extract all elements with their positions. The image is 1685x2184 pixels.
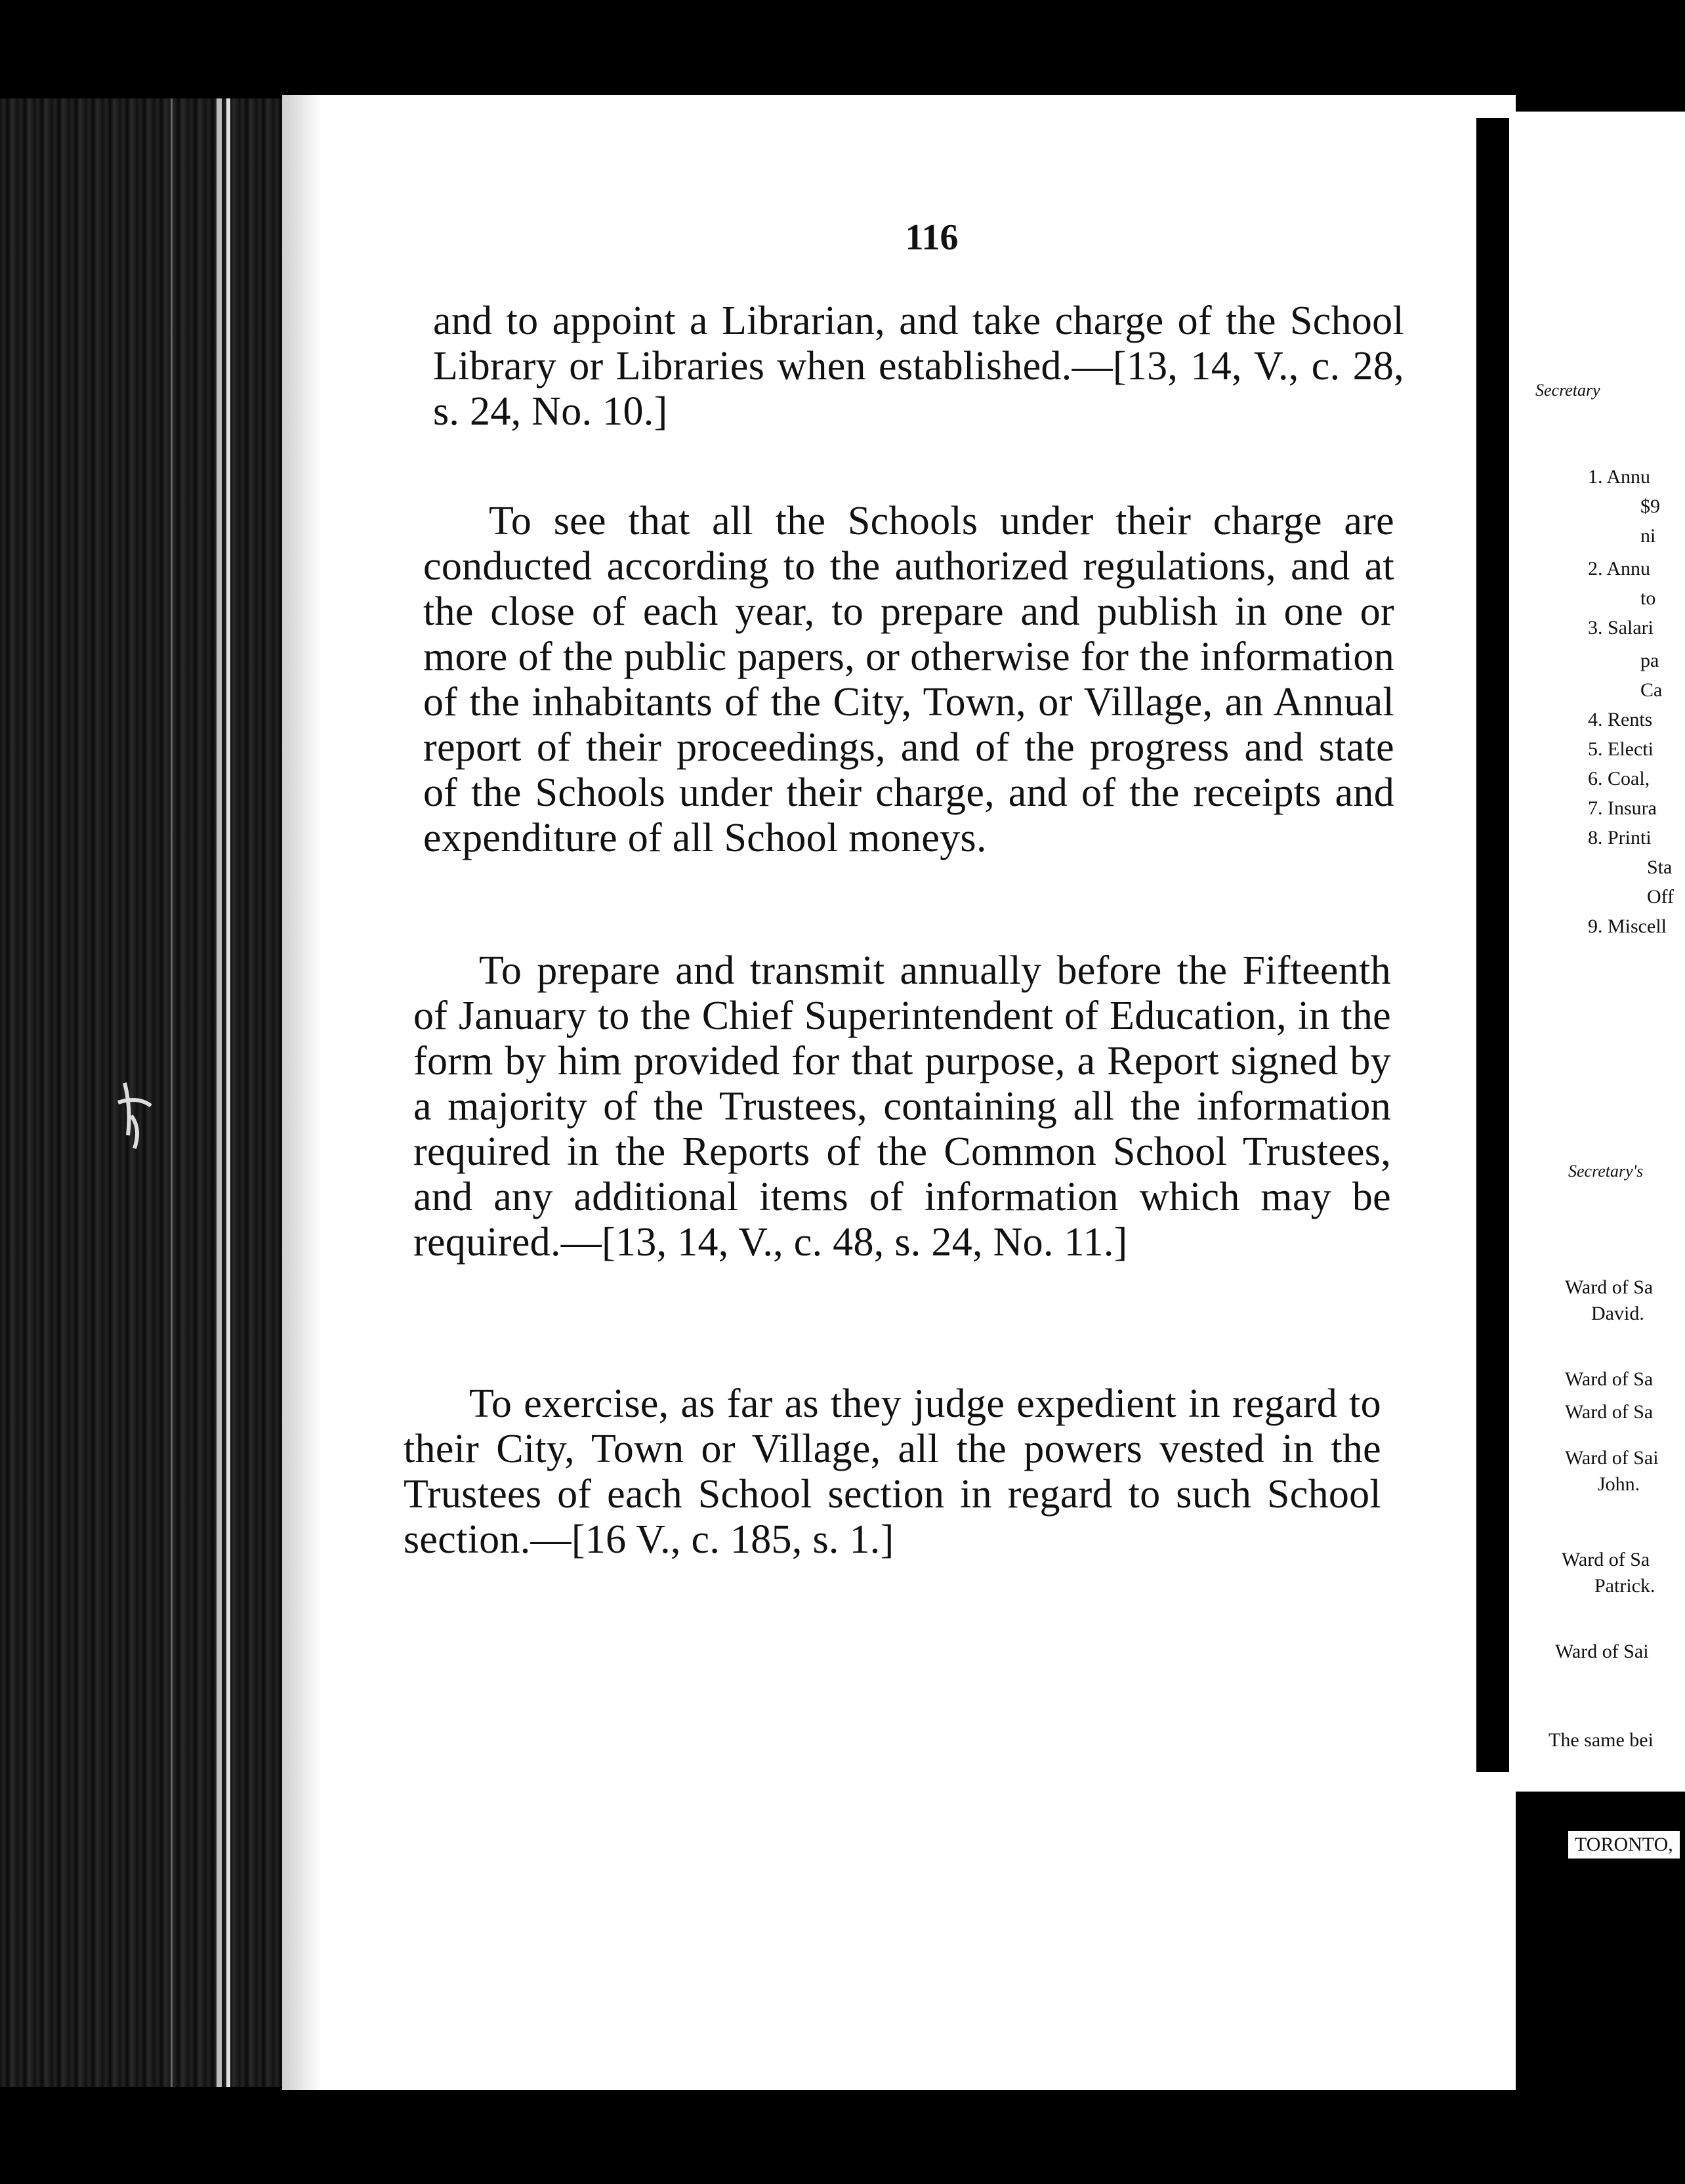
paragraph: and to appoint a Librarian, and take charge of the School Library or Libraries when established.—[13, 14, V., c. 28, s. 24, No. 10.]: [433, 299, 1404, 434]
facing-line: 4. Rents: [1588, 709, 1653, 730]
facing-line: Ward of Sa: [1565, 1368, 1654, 1390]
facing-footer: TORONTO,: [1568, 1831, 1680, 1858]
facing-line: Off: [1647, 886, 1675, 908]
page-number: 116: [905, 217, 959, 258]
facing-line: 3. Salari: [1588, 617, 1654, 639]
facing-line: to: [1640, 587, 1656, 609]
facing-line: pa: [1640, 650, 1659, 671]
facing-line: 7. Insura: [1588, 797, 1657, 819]
paragraph: To exercise, as far as they judge expedient in regard to their City, Town or Village, all the powers vested in the Trustees of each School section in regard to such School section.—[16 V., c. 185, s. 1.]: [404, 1381, 1381, 1562]
facing-line: Ward of Sai: [1555, 1641, 1649, 1662]
facing-line: Ward of Sa: [1565, 1401, 1654, 1423]
facing-line: 5. Electi: [1588, 738, 1654, 760]
facing-line: 8. Printi: [1588, 827, 1652, 849]
facing-page-gutter: [1476, 118, 1512, 1772]
facing-line: 2. Annu: [1588, 558, 1651, 579]
facing-line: Secretary: [1535, 381, 1600, 400]
facing-line: Secretary's: [1568, 1162, 1644, 1181]
facing-line: $9: [1640, 495, 1660, 517]
paragraph: To prepare and transmit annually before the Fifteenth of January to the Chief Superintendent of Education, in the form by him provided for that purpose, a Report signed by a majority of the Trustees, containing all the information required in the Reports of the Common School Trustees, and any additional items of information which may be required.—[13, 14, V., c. 48, s. 24, No. 11.]: [413, 948, 1391, 1265]
page-gutter-shadow: [282, 95, 322, 2090]
facing-line: Ca: [1640, 679, 1663, 701]
facing-line: David.: [1591, 1303, 1644, 1324]
facing-line: ni: [1640, 525, 1656, 547]
facing-line: 1. Annu: [1588, 466, 1651, 488]
facing-line: Sta: [1647, 856, 1673, 878]
facing-page: [1509, 112, 1685, 1792]
facing-line: John.: [1598, 1473, 1640, 1495]
handwritten-margin-mark: [112, 1076, 164, 1155]
paragraph: To see that all the Schools under their charge are conducted according to the authorized regulations, and at the close of each year, to prepare and publish in one or more of the public papers, or otherwise for the information of the inhabitants of the City, Town, or Village, an Annual report of their proceedings, and of the progress and state of the Schools under their charge, and of the receipts and expenditure of all School moneys.: [423, 499, 1394, 860]
facing-line: Ward of Sa: [1562, 1549, 1650, 1570]
facing-line: 9. Miscell: [1588, 915, 1667, 937]
facing-line: Ward of Sai: [1565, 1447, 1659, 1469]
facing-line: Ward of Sa: [1565, 1276, 1654, 1298]
facing-line: 6. Coal,: [1588, 768, 1650, 789]
facing-line: Patrick.: [1594, 1575, 1655, 1597]
facing-line: The same bei: [1549, 1729, 1654, 1751]
